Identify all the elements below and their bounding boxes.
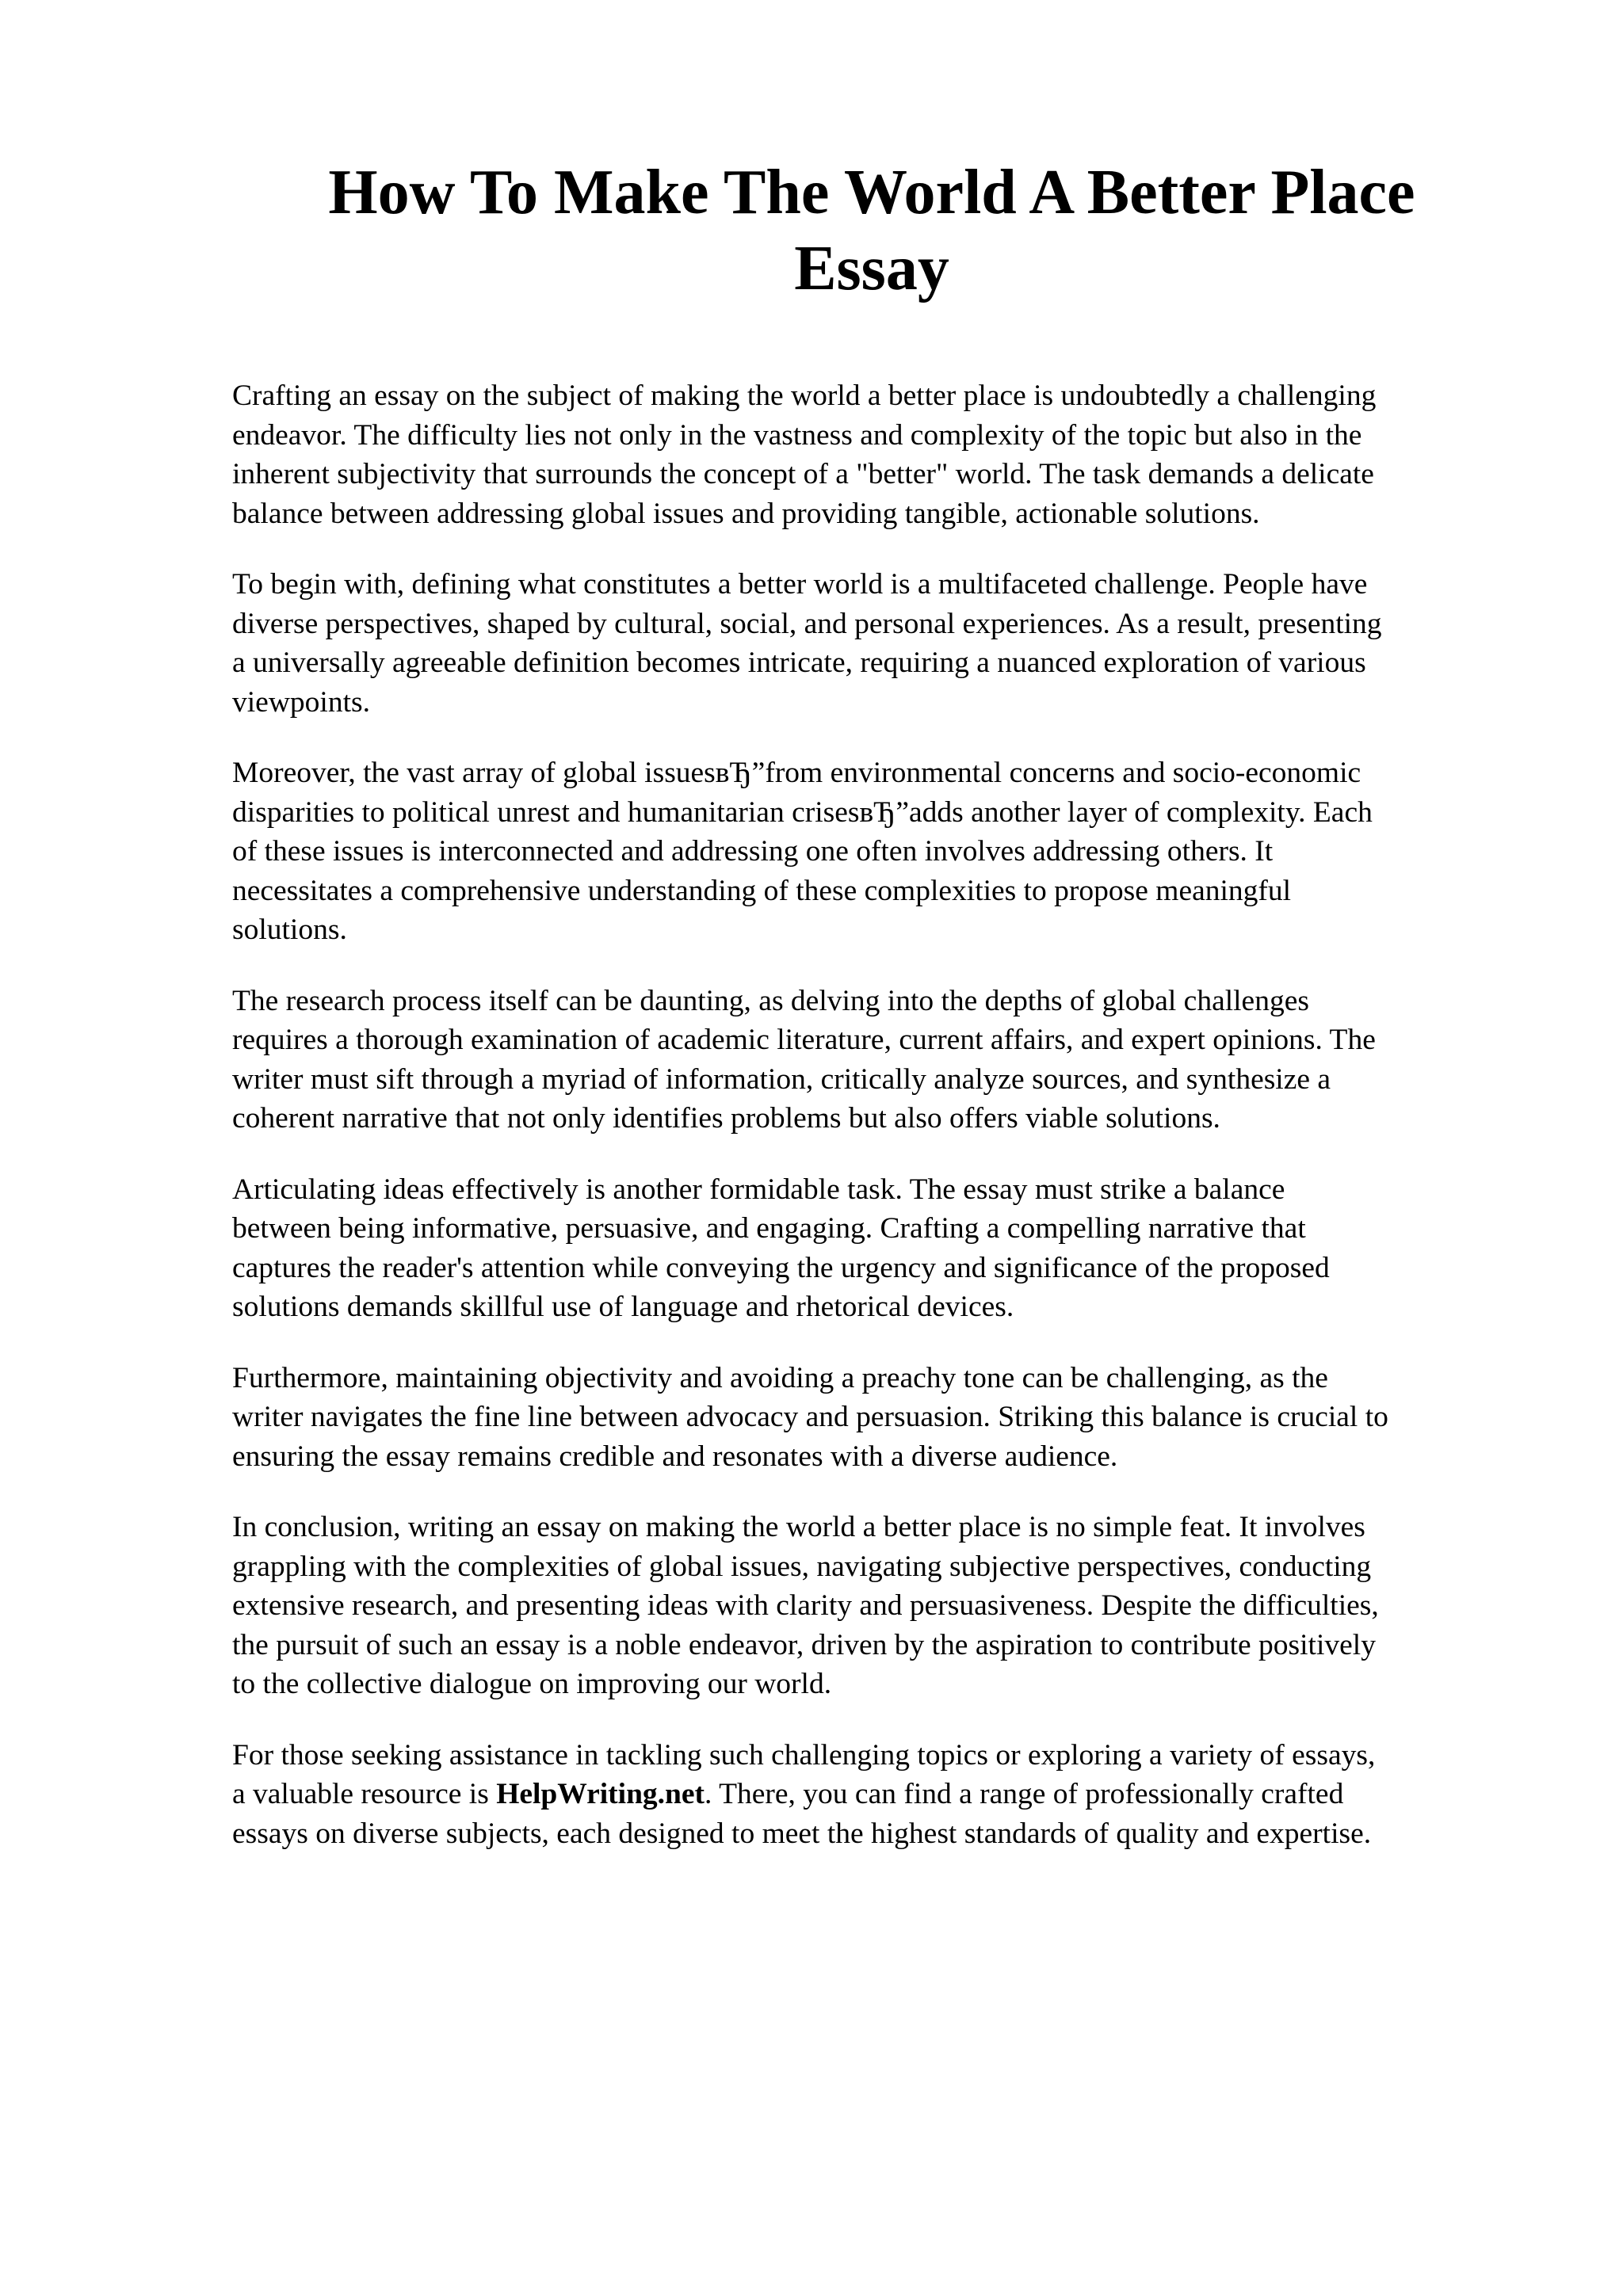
text-line: Moreover, the vast array of global issuesвЂ”from environmental concerns and socio-economic [232,757,1361,789]
text-line: ensuring the essay remains credible and resonates with a diverse audience. [232,1440,1118,1473]
text-line: extensive research, and presenting ideas with clarity and persuasiveness. Despite the difficulties, [232,1589,1379,1622]
text-line: The research process itself can be daunting, as delving into the depths of global challenges [232,984,1309,1017]
text-line: coherent narrative that not only identifies problems but also offers viable solutions. [232,1102,1220,1135]
paragraph-1 [232,376,1524,533]
text-line: In conclusion, writing an essay on making the world a better place is no simple feat. It involves [232,1511,1365,1543]
paragraph-5 [232,1170,1524,1327]
helpwriting-link[interactable]: HelpWriting.net [496,1778,705,1810]
title-line-2: Essay [794,234,949,303]
text-line: between being informative, persuasive, and engaging. Crafting a compelling narrative that [232,1212,1306,1245]
text-line: writer must sift through a myriad of information, critically analyze sources, and synthesize a [232,1062,1331,1096]
text-line: essays on diverse subjects, each designed to meet the highest standards of quality and expertise. [232,1817,1372,1850]
text-line: For those seeking assistance in tackling such challenging topics or exploring a variety of essays, [232,1738,1376,1772]
text-line: diverse perspectives, shaped by cultural, social, and personal experiences. As a result, presenting [232,607,1382,640]
text-line: writer navigates the fine line between advocacy and persuasion. Striking this balance is crucial to [232,1401,1388,1433]
text-line: of these issues is interconnected and addressing one often involves addressing others. It [232,835,1274,868]
text-line: Articulating ideas effectively is another formidable task. The essay must strike a balance [232,1173,1285,1206]
text-line: grappling with the complexities of global issues, navigating subjective perspectives, conducting [232,1550,1372,1583]
text-line: disparities to political unrest and humanitarian crisesвЂ”adds another layer of complexity. Each [232,795,1373,829]
closing-text-before-link: a valuable resource is [232,1778,497,1810]
text-line: solutions. [232,913,347,946]
text-line: captures the reader's attention while conveying the urgency and significance of the proposed [232,1251,1330,1284]
text-line: To begin with, defining what constitutes a better world is a multifaceted challenge. People have [232,568,1368,601]
text-line: inherent subjectivity that surrounds the concept of a "better" world. The task demands a delicate [232,458,1374,490]
text-line: a universally agreeable definition becomes intricate, requiring a nuanced exploration of various [232,646,1366,679]
text-line: to the collective dialogue on improving our world. [232,1668,832,1700]
text-line: Furthermore, maintaining objectivity and avoiding a preachy tone can be challenging, as the [232,1361,1328,1394]
paragraph-3 [232,753,1524,950]
paragraph-7 [232,1508,1524,1704]
paragraph-4 [232,982,1524,1138]
title-line-1: How To Make The World A Better Place [328,158,1415,227]
text-line [232,1775,1524,1814]
text-line: requires a thorough examination of academic literature, current affairs, and expert opinions. The [232,1024,1376,1056]
text-line: balance between addressing global issues and providing tangible, actionable solutions. [232,497,1260,530]
paragraph-2 [232,565,1524,722]
text-line: solutions demands skillful use of language and rhetorical devices. [232,1291,1014,1323]
paragraph-6 [232,1359,1524,1477]
document-title [238,154,1506,307]
closing-paragraph [232,1736,1524,1854]
text-line: endeavor. The difficulty lies not only in the vastness and complexity of the topic but also in the [232,418,1362,452]
text-line: necessitates a comprehensive understanding of these complexities to propose meaningful [232,874,1292,907]
text-line: viewpoints. [232,685,370,719]
text-line: the pursuit of such an essay is a noble endeavor, driven by the aspiration to contribute positively [232,1628,1376,1661]
text-line: Crafting an essay on the subject of making the world a better place is undoubtedly a challenging [232,379,1377,412]
closing-text-after-link: . There, you can find a range of professionally crafted [705,1778,1344,1810]
document-body [232,376,1524,1885]
